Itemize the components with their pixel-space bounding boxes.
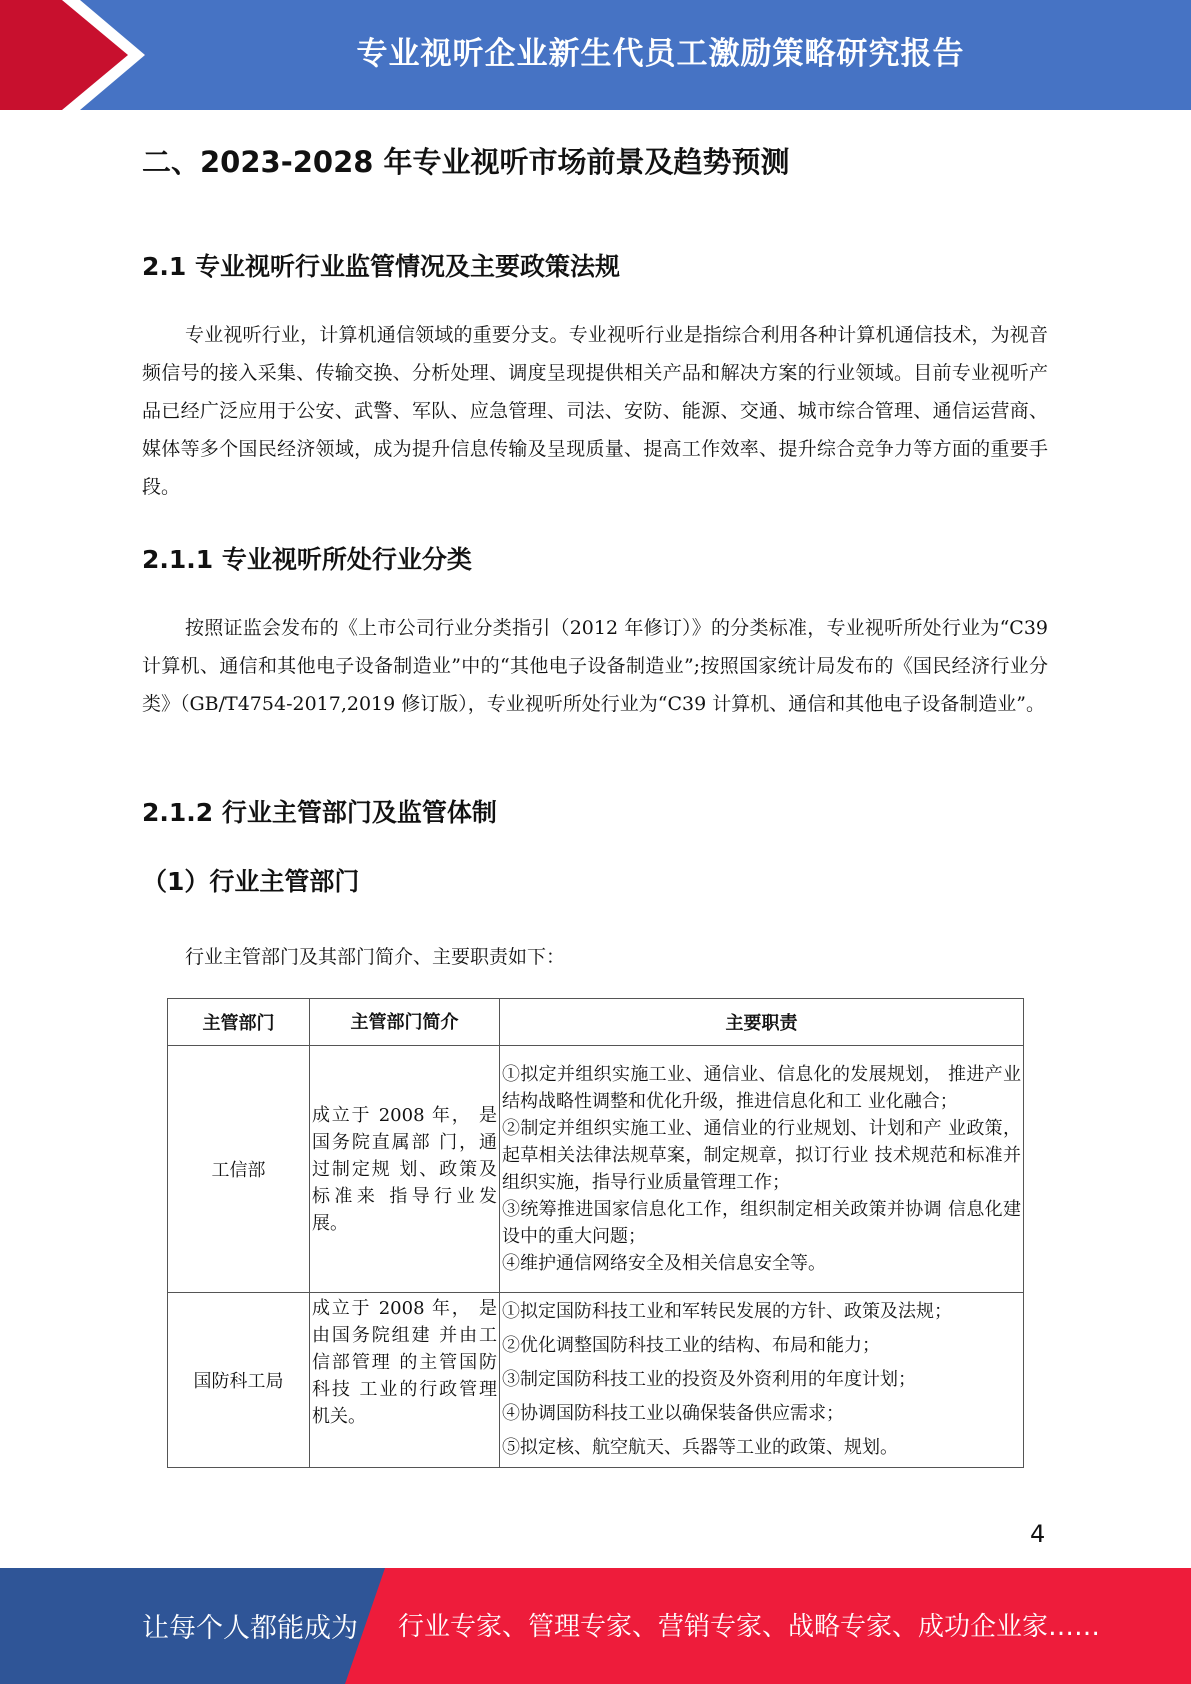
section-heading-2-1: 2.1 专业视听行业监管情况及主要政策法规	[142, 252, 620, 281]
footer-slogan-left: 让每个人都能成为	[142, 1613, 358, 1644]
dept-duties-cell	[500, 1046, 1024, 1293]
duty-item: ④协调国防科技工业以确保装备供应需求；	[502, 1403, 844, 1424]
table-header-dept: 主管部门	[168, 999, 310, 1046]
duty-item: ⑤拟定核、航空航天、兵器等工业的政策、规划。	[502, 1437, 898, 1458]
duty-item: ②优化调整国防科技工业的结构、布局和能力；	[502, 1335, 880, 1356]
duty-item: ①拟定并组织实施工业、通信业、信息化的发展规划， 推进产业结构战略性调整和优化升级，推进信息化和工 业化融合；	[502, 1064, 1021, 1112]
table-intro-text: 行业主管部门及其部门简介、主要职责如下：	[185, 946, 566, 968]
section-heading-2-1-2: 2.1.2 行业主管部门及监管体制	[142, 798, 497, 827]
duty-item: ①拟定国防科技工业和军转民发展的方针、政策及法规；	[502, 1301, 952, 1322]
duty-item: ④维护通信网络安全及相关信息安全等。	[502, 1253, 826, 1274]
section-2-1-1-paragraph: 按照证监会发布的《上市公司行业分类指引（2012 年修订）》的分类标准，专业视听所处行业为“C39 计算机、通信和其他电子设备制造业”中的“其他电子设备制造业”;按照国家统计局发布的《国民经济行业分类》（GB/T4754-2017,2019 修订版），专业视听所处行业为“C39 计算机、通信和其他电子设备制造业”。	[142, 617, 1048, 715]
section-heading-2-1-1: 2.1.1 专业视听所处行业分类	[142, 545, 472, 574]
dept-name-cell: 国防科工局	[168, 1293, 310, 1468]
chapter-heading: 二、2023-2028 年专业视听市场前景及趋势预测	[142, 145, 790, 179]
duty-item: ③制定国防科技工业的投资及外资利用的年度计划；	[502, 1369, 916, 1390]
page-number: 4	[1030, 1520, 1046, 1548]
section-2-1-paragraph: 专业视听行业，计算机通信领域的重要分支。专业视听行业是指综合利用各种计算机通信技术，为视音频信号的接入采集、传输交换、分析处理、调度呈现提供相关产品和解决方案的行业领域。目前专业视听产品已经广泛应用于公安、武警、军队、应急管理、司法、安防、能源、交通、城市综合管理、通信运营商、媒体等多个国民经济领域，成为提升信息传输及呈现质量、提高工作效率、提升综合竞争力等方面的重要手段。	[142, 324, 1048, 498]
department-duties-table	[167, 998, 1024, 1468]
footer-slogan-right: 行业专家、管理专家、营销专家、战略专家、成功企业家……	[398, 1612, 1101, 1642]
table-header-duties: 主要职责	[500, 999, 1024, 1046]
dept-name-cell: 工信部	[168, 1046, 310, 1293]
table-header-row	[168, 999, 1024, 1046]
dept-duties-cell	[500, 1293, 1024, 1468]
page-footer	[0, 1568, 1191, 1684]
duty-item: ③统筹推进国家信息化工作，组织制定相关政策并协调 信息化建设中的重大问题；	[502, 1199, 1021, 1247]
dept-intro-cell: 成立于 2008 年， 是国务院直属部 门，通过制定规 划、政策及标准来 指导行业发展。	[310, 1046, 500, 1293]
dept-intro-cell: 成立于 2008 年， 是由国务院组建 并由工信部管理 的主管国防科技 工业的行政管理 机关。	[310, 1293, 500, 1468]
subsection-heading-1: （1）行业主管部门	[142, 867, 360, 896]
table-header-intro: 主管部门简介	[310, 999, 500, 1046]
duty-item: ②制定并组织实施工业、通信业的行业规划、计划和产 业政策，起草相关法律法规草案，制定规章，拟订行业 技术规范和标准并组织实施，指导行业质量管理工作；	[502, 1118, 1021, 1193]
page-header	[0, 0, 1191, 110]
table-row	[168, 1293, 1024, 1468]
report-title: 专业视听企业新生代员工激励策略研究报告	[356, 36, 965, 72]
table-row	[168, 1046, 1024, 1293]
